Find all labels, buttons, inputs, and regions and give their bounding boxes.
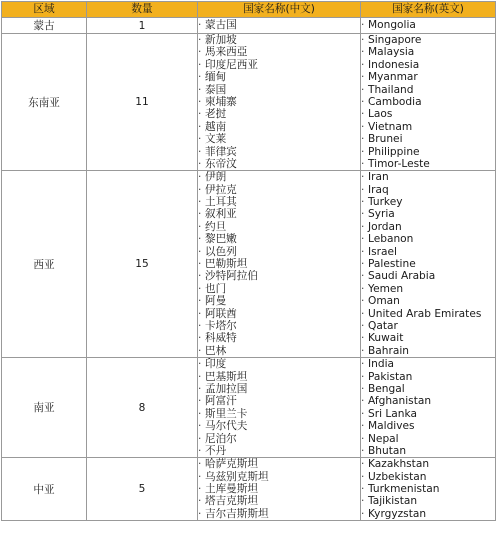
list-item — [361, 420, 495, 432]
bullet-icon: · — [198, 458, 202, 471]
country-name-en: Indonesia — [368, 58, 420, 71]
country-name-cn: 新加坡 — [205, 34, 237, 46]
list-item — [361, 495, 495, 507]
table-body — [2, 18, 496, 521]
list-item — [361, 320, 495, 332]
list-item — [361, 146, 495, 158]
bullet-icon: · — [361, 183, 365, 196]
bullet-icon: · — [361, 344, 365, 357]
country-name-cn: 东帝汶 — [205, 157, 237, 170]
country-list-en — [361, 171, 496, 358]
country-name-en: United Arab Emirates — [368, 307, 482, 320]
list-item — [361, 308, 495, 320]
country-name-cn: 缅甸 — [205, 71, 227, 84]
country-name-cn: 巴林 — [205, 344, 227, 357]
bullet-icon: · — [198, 407, 202, 420]
country-name-en: Turkmenistan — [368, 483, 440, 496]
table-row-central-asia — [2, 458, 496, 521]
bullet-icon: · — [198, 282, 202, 295]
bullet-icon: · — [361, 233, 365, 246]
country-table — [1, 1, 496, 521]
country-name-cn: 巴勒斯坦 — [205, 258, 248, 271]
country-name-cn: 巴基斯坦 — [205, 370, 248, 383]
country-name-en: Thailand — [368, 83, 414, 96]
bullet-icon: · — [198, 145, 202, 158]
bullet-icon: · — [361, 270, 365, 283]
bullet-icon: · — [198, 233, 202, 246]
bullet-icon: · — [361, 295, 365, 308]
bullet-icon: · — [361, 382, 365, 395]
country-name-en: Bahrain — [368, 344, 409, 357]
bullet-icon: · — [361, 332, 365, 345]
list-item — [198, 84, 360, 96]
country-name-cn: 柬埔寨 — [205, 95, 237, 108]
bullet-icon: · — [361, 282, 365, 295]
country-name-cn: 阿联酋 — [205, 307, 237, 320]
country-name-cn: 黎巴嫩 — [205, 233, 237, 246]
list-item — [198, 420, 360, 432]
country-list-cn — [198, 18, 361, 34]
list-item — [198, 184, 360, 196]
country-name-en: Bhutan — [368, 444, 407, 457]
country-name-en: Kazakhstan — [368, 458, 430, 471]
bullet-icon: · — [361, 507, 365, 520]
country-name-cn: 伊拉克 — [205, 183, 237, 196]
country-name-cn: 伊朗 — [205, 171, 227, 184]
header-count: 数量 — [87, 2, 198, 18]
list-item — [361, 46, 495, 58]
list-item — [361, 108, 495, 120]
list-item — [361, 458, 495, 470]
list-item — [198, 458, 360, 470]
list-item — [361, 283, 495, 295]
bullet-icon: · — [198, 370, 202, 383]
list-item — [361, 196, 495, 208]
country-name-en: Tajikistan — [368, 495, 418, 508]
country-name-cn: 馬来西亞 — [205, 46, 248, 59]
list-item — [361, 34, 495, 46]
table-row-west-asia — [2, 171, 496, 358]
bullet-icon: · — [361, 395, 365, 408]
bullet-icon: · — [198, 133, 202, 146]
bullet-icon: · — [198, 171, 202, 184]
country-name-cn: 老挝 — [205, 108, 227, 121]
bullet-icon: · — [361, 196, 365, 209]
header-region: 区域 — [2, 2, 87, 18]
list-item — [198, 270, 360, 282]
bullet-icon: · — [198, 332, 202, 345]
country-list-en — [361, 458, 496, 521]
country-name-cn: 也门 — [205, 282, 227, 295]
list-item — [198, 146, 360, 158]
list-item — [198, 208, 360, 220]
list-item — [361, 433, 495, 445]
country-name-en: Kyrgyzstan — [368, 507, 427, 520]
country-list-cn — [198, 358, 361, 458]
country-list-cn — [198, 171, 361, 358]
bullet-icon: · — [198, 19, 202, 32]
country-name-cn: 阿曼 — [205, 295, 227, 308]
country-name-cn: 沙特阿拉伯 — [205, 270, 258, 283]
list-item — [198, 358, 360, 370]
list-item — [361, 383, 495, 395]
list-item — [361, 295, 495, 307]
bullet-icon: · — [198, 258, 202, 271]
list-item — [361, 246, 495, 258]
list-item — [198, 408, 360, 420]
bullet-icon: · — [198, 208, 202, 221]
list-item — [198, 121, 360, 133]
bullet-icon: · — [198, 46, 202, 59]
country-name-en: Palestine — [368, 258, 416, 271]
country-name-cn: 不丹 — [205, 444, 227, 457]
list-item — [361, 270, 495, 282]
bullet-icon: · — [361, 407, 365, 420]
country-name-cn: 卡塔尔 — [205, 319, 237, 332]
list-item — [198, 283, 360, 295]
country-name-en: Timor-Leste — [368, 157, 430, 170]
bullet-icon: · — [198, 95, 202, 108]
country-name-cn: 孟加拉国 — [205, 382, 248, 395]
list-item — [198, 108, 360, 120]
country-name-cn: 吉尔吉斯斯坦 — [205, 507, 269, 520]
country-name-en: Yemen — [368, 282, 404, 295]
header-row — [2, 2, 496, 18]
list-item — [361, 84, 495, 96]
count-cell: 5 — [87, 458, 198, 521]
list-item — [361, 96, 495, 108]
country-name-en: Singapore — [368, 34, 422, 46]
bullet-icon: · — [198, 34, 202, 46]
country-name-cn: 哈萨克斯坦 — [205, 458, 258, 471]
list-item — [198, 59, 360, 71]
country-name-en: Kuwait — [368, 332, 404, 345]
bullet-icon: · — [361, 307, 365, 320]
country-name-en: Saudi Arabia — [368, 270, 436, 283]
country-name-en: Vietnam — [368, 120, 413, 133]
list-item — [198, 158, 360, 170]
country-name-cn: 越南 — [205, 120, 227, 133]
country-name-en: Syria — [368, 208, 395, 221]
country-list-cn — [198, 458, 361, 521]
bullet-icon: · — [198, 358, 202, 371]
country-name-en: Qatar — [368, 319, 398, 332]
bullet-icon: · — [361, 120, 365, 133]
list-item — [198, 96, 360, 108]
country-name-cn: 斯里兰卡 — [205, 407, 248, 420]
bullet-icon: · — [198, 220, 202, 233]
country-name-cn: 塔吉克斯坦 — [205, 495, 258, 508]
country-name-en: Nepal — [368, 432, 399, 445]
list-item — [198, 345, 360, 357]
list-item — [198, 258, 360, 270]
bullet-icon: · — [361, 108, 365, 121]
bullet-icon: · — [198, 319, 202, 332]
country-name-cn: 土耳其 — [205, 196, 237, 209]
country-name-en: India — [368, 358, 394, 371]
list-item — [198, 508, 360, 520]
list-item — [198, 332, 360, 344]
country-name-en: Pakistan — [368, 370, 413, 383]
list-item — [361, 345, 495, 357]
list-item — [361, 19, 495, 31]
bullet-icon: · — [361, 145, 365, 158]
bullet-icon: · — [361, 220, 365, 233]
country-name-en: Sri Lanka — [368, 407, 417, 420]
country-name-en: Iraq — [368, 183, 389, 196]
region-cell: 蒙古 — [2, 18, 87, 34]
bullet-icon: · — [361, 157, 365, 170]
bullet-icon: · — [198, 344, 202, 357]
table-row-southeast-asia — [2, 34, 496, 171]
country-name-en: Malaysia — [368, 46, 415, 59]
list-item — [361, 471, 495, 483]
country-name-en: Afghanistan — [368, 395, 432, 408]
list-item — [198, 295, 360, 307]
country-name-en: Iran — [368, 171, 389, 184]
bullet-icon: · — [198, 382, 202, 395]
region-cell: 东南亚 — [2, 34, 87, 171]
region-cell: 西亚 — [2, 171, 87, 358]
list-item — [361, 408, 495, 420]
count-cell: 11 — [87, 34, 198, 171]
region-cell: 中亚 — [2, 458, 87, 521]
count-cell: 8 — [87, 358, 198, 458]
country-name-cn: 土库曼斯坦 — [205, 483, 258, 496]
list-item — [198, 483, 360, 495]
bullet-icon: · — [198, 120, 202, 133]
bullet-icon: · — [361, 208, 365, 221]
list-item — [198, 383, 360, 395]
bullet-icon: · — [361, 319, 365, 332]
country-name-en: Uzbekistan — [368, 470, 427, 483]
list-item — [361, 221, 495, 233]
country-name-cn: 科威特 — [205, 332, 237, 345]
bullet-icon: · — [361, 470, 365, 483]
bullet-icon: · — [361, 95, 365, 108]
bullet-icon: · — [198, 395, 202, 408]
list-item — [198, 395, 360, 407]
bullet-icon: · — [361, 171, 365, 184]
country-name-cn: 阿富汗 — [205, 395, 237, 408]
bullet-icon: · — [198, 432, 202, 445]
bullet-icon: · — [198, 420, 202, 433]
country-name-en: Myanmar — [368, 71, 418, 84]
bullet-icon: · — [198, 196, 202, 209]
table-row-mongolia — [2, 18, 496, 34]
bullet-icon: · — [361, 46, 365, 59]
list-item — [361, 258, 495, 270]
list-item — [198, 433, 360, 445]
list-item — [361, 133, 495, 145]
country-list-en — [361, 34, 496, 171]
list-item — [361, 171, 495, 183]
bullet-icon: · — [198, 470, 202, 483]
bullet-icon: · — [361, 495, 365, 508]
bullet-icon: · — [361, 19, 365, 32]
bullet-icon: · — [361, 258, 365, 271]
country-name-en: Brunei — [368, 133, 403, 146]
bullet-icon: · — [361, 83, 365, 96]
country-name-cn: 印度尼西亚 — [205, 58, 258, 71]
bullet-icon: · — [361, 58, 365, 71]
bullet-icon: · — [361, 420, 365, 433]
header-name-cn: 国家名称(中文) — [198, 2, 361, 18]
list-item — [198, 371, 360, 383]
country-list-en — [361, 358, 496, 458]
country-name-en: Oman — [368, 295, 400, 308]
bullet-icon: · — [361, 133, 365, 146]
list-item — [361, 59, 495, 71]
list-item — [361, 483, 495, 495]
country-name-cn: 泰国 — [205, 83, 227, 96]
country-name-en: Philippine — [368, 145, 420, 158]
bullet-icon: · — [198, 83, 202, 96]
list-item — [198, 133, 360, 145]
country-name-en: Bengal — [368, 382, 405, 395]
country-name-en: Laos — [368, 108, 393, 121]
count-cell: 1 — [87, 18, 198, 34]
country-name-en: Turkey — [368, 196, 403, 209]
list-item — [198, 495, 360, 507]
bullet-icon: · — [198, 183, 202, 196]
bullet-icon: · — [361, 432, 365, 445]
list-item — [198, 320, 360, 332]
list-item — [198, 246, 360, 258]
list-item — [198, 233, 360, 245]
country-name-en: Maldives — [368, 420, 415, 433]
country-name-en: Lebanon — [368, 233, 414, 246]
country-list-cn — [198, 34, 361, 171]
count-cell: 15 — [87, 171, 198, 358]
bullet-icon: · — [361, 444, 365, 457]
list-item — [361, 208, 495, 220]
bullet-icon: · — [198, 444, 202, 457]
list-item — [198, 46, 360, 58]
country-name-en: Jordan — [368, 220, 402, 233]
bullet-icon: · — [198, 507, 202, 520]
bullet-icon: · — [198, 270, 202, 283]
country-name-cn: 印度 — [205, 358, 227, 371]
bullet-icon: · — [198, 295, 202, 308]
list-item — [361, 508, 495, 520]
list-item — [361, 332, 495, 344]
country-name-cn: 文莱 — [205, 133, 227, 146]
country-name-en: Mongolia — [368, 19, 416, 32]
list-item — [361, 445, 495, 457]
list-item — [198, 34, 360, 46]
list-item — [361, 184, 495, 196]
country-name-cn: 叙利亚 — [205, 208, 237, 221]
bullet-icon: · — [361, 71, 365, 84]
bullet-icon: · — [361, 370, 365, 383]
bullet-icon: · — [198, 108, 202, 121]
country-name-cn: 菲律宾 — [205, 145, 237, 158]
header-name-en: 国家名称(英文) — [361, 2, 496, 18]
bullet-icon: · — [361, 34, 365, 46]
bullet-icon: · — [361, 483, 365, 496]
country-name-cn: 以色列 — [205, 245, 237, 258]
list-item — [361, 395, 495, 407]
list-item — [361, 121, 495, 133]
bullet-icon: · — [198, 307, 202, 320]
list-item — [198, 171, 360, 183]
country-name-cn: 乌兹别克斯坦 — [205, 470, 269, 483]
list-item — [361, 71, 495, 83]
list-item — [198, 71, 360, 83]
country-name-cn: 尼泊尔 — [205, 432, 237, 445]
table-row-south-asia — [2, 358, 496, 458]
country-name-cn: 马尔代夫 — [205, 420, 248, 433]
list-item — [361, 371, 495, 383]
list-item — [198, 445, 360, 457]
country-list-en — [361, 18, 496, 34]
list-item — [361, 233, 495, 245]
bullet-icon: · — [198, 58, 202, 71]
list-item — [361, 358, 495, 370]
country-name-cn: 蒙古国 — [205, 19, 237, 32]
country-name-en: Cambodia — [368, 95, 422, 108]
country-name-cn: 约旦 — [205, 220, 227, 233]
country-name-en: Israel — [368, 245, 397, 258]
bullet-icon: · — [361, 358, 365, 371]
bullet-icon: · — [198, 71, 202, 84]
bullet-icon: · — [361, 245, 365, 258]
bullet-icon: · — [198, 157, 202, 170]
list-item — [198, 308, 360, 320]
bullet-icon: · — [198, 495, 202, 508]
bullet-icon: · — [361, 458, 365, 471]
list-item — [198, 196, 360, 208]
list-item — [198, 19, 360, 31]
region-cell: 南亚 — [2, 358, 87, 458]
bullet-icon: · — [198, 245, 202, 258]
list-item — [361, 158, 495, 170]
list-item — [198, 221, 360, 233]
list-item — [198, 471, 360, 483]
bullet-icon: · — [198, 483, 202, 496]
